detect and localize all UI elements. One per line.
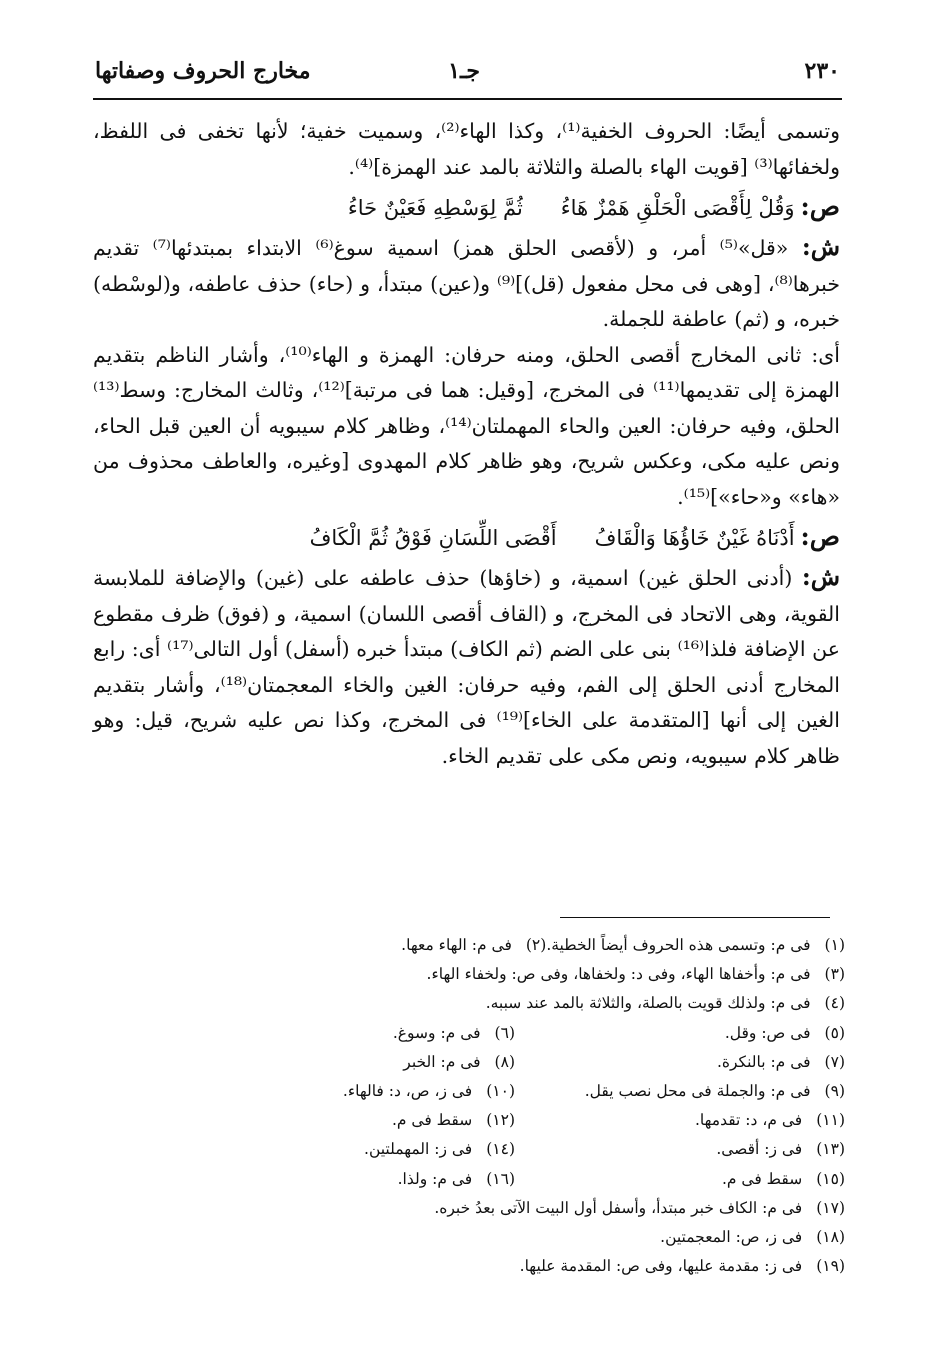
footnote-text: فى ز: المهملتين. bbox=[364, 1140, 473, 1159]
footnote-row bbox=[180, 1194, 845, 1223]
footnote-number: (١٤) bbox=[486, 1140, 515, 1159]
footnote-number: (٩) bbox=[824, 1081, 845, 1100]
footnote-text: سقط فى م. bbox=[721, 1169, 803, 1188]
footnote-number: (١٢) bbox=[486, 1111, 515, 1130]
footnote-item bbox=[515, 1077, 845, 1106]
footnote-number: (٧) bbox=[824, 1052, 845, 1071]
footnote-item bbox=[515, 1135, 845, 1164]
footnote-text: فى م، د: تقدمها. bbox=[694, 1111, 803, 1130]
paragraph-2 bbox=[93, 229, 840, 338]
verse-1 bbox=[93, 185, 840, 229]
footnote-text: فى م: بالنكرة. bbox=[716, 1052, 811, 1071]
footnote-number: (١١) bbox=[816, 1111, 845, 1130]
footnote-item bbox=[434, 1194, 845, 1223]
paragraph-4-text: (أدنى الحلق غين) اسمية، و (خاؤها) حذف عاطفه على (غين) والإضافة للملابسة القوية، وهى الاتحاد فى المخرج، و (القاف أقصى اللسان) اسمية، و (فوق) ظرف مقطوع عن الإضافة فلذا⁽¹⁶⁾ بنى على الضم (ثم الكاف) مبتدأ خبره (أسفل) أول التالى⁽¹⁷⁾ أى: رابع المخارج أدنى الحلق إلى الفم، وفيه حرفان: الغين والخاء المعجمتان⁽¹⁸⁾، وأشار بتقديم الغين إلى أنها [المتقدمة على الخاء]⁽¹⁹⁾ فى المخرج، وكذا نص عليه شريح، قيل: وهو ظاهر كلام سيبويه، ونص مكى على تقديم الخاء. bbox=[93, 566, 840, 768]
footnote-row bbox=[180, 1048, 845, 1077]
footnote-row bbox=[180, 1223, 845, 1252]
footnote-item bbox=[515, 1106, 845, 1135]
footnote-row bbox=[180, 1135, 845, 1164]
footnote-text: فى م: وأخفاها الهاء، وفى د: ولخفاها، وفى ص: ولخفاء الهاء. bbox=[426, 965, 811, 984]
footnote-item bbox=[398, 1165, 515, 1194]
footnote-item bbox=[343, 1077, 515, 1106]
header-rule bbox=[93, 98, 842, 100]
footnote-row bbox=[180, 1106, 845, 1135]
footnote-item bbox=[515, 1019, 845, 1048]
main-text bbox=[93, 114, 840, 774]
footnote-item bbox=[364, 1135, 515, 1164]
commentary-label: ش: bbox=[801, 562, 840, 591]
footnote-rule bbox=[560, 917, 830, 918]
footnote-text: فى ز، ص، د: فالهاء. bbox=[342, 1081, 473, 1100]
verse-2-hemistich-1: أَدْنَاهُ غَيْنٌ خَاؤُهَا وَالْقَافُ bbox=[594, 526, 795, 550]
paragraph-4 bbox=[93, 559, 840, 774]
commentary-label: ش: bbox=[801, 232, 840, 261]
footnote-item bbox=[392, 1106, 515, 1135]
footnote-number: (٦) bbox=[494, 1023, 515, 1042]
footnote-text: فى ز، ص: المعجمتين. bbox=[660, 1227, 803, 1246]
paragraph-2-text: «قل»⁽⁵⁾ أمر، و (لأقصى الحلق همز) اسمية سوغ⁽⁶⁾ الابتداء بمبتدئها⁽⁷⁾ تقديم خبرها⁽⁸⁾، [وهى فى محل مفعول (قل)]⁽⁹⁾ و(عين) مبتدأ، و (حاء) حذف عاطفه، و(لوسْطه) خبره، و (ثم) عاطفة للجملة. bbox=[93, 236, 840, 331]
footnote-item bbox=[401, 931, 546, 960]
footnote-number: (٨) bbox=[494, 1052, 515, 1071]
footnote-number: (٣) bbox=[824, 965, 845, 984]
footnote-number: (٤) bbox=[824, 994, 845, 1013]
footnote-number: (١٣) bbox=[816, 1140, 845, 1159]
verse-2 bbox=[93, 515, 840, 559]
footnote-text: فى ز: مقدمة عليها، وفى ص: المقدمة عليها. bbox=[519, 1257, 803, 1276]
footnote-row bbox=[180, 1165, 845, 1194]
page-number: ٢٣٠ bbox=[804, 58, 840, 84]
footnote-row bbox=[180, 931, 845, 960]
verse-marker: ص: bbox=[800, 192, 840, 221]
footnote-number: (١٨) bbox=[816, 1227, 845, 1246]
paragraph-1: وتسمى أيضًا: الحروف الخفية⁽¹⁾، وكذا الهاء⁽²⁾، وسميت خفية؛ لأنها تخفى فى اللفظ، ولخفائها⁽³⁾ [قويت الهاء بالصلة والثلاثة بالمد عند الهمزة]⁽⁴⁾. bbox=[93, 119, 840, 179]
footnote-text: فى م: وسوغ. bbox=[392, 1023, 481, 1042]
footnote-number: (١) bbox=[824, 936, 845, 954]
page-header bbox=[95, 58, 840, 94]
footnote-item bbox=[486, 989, 845, 1018]
footnote-number: (١٩) bbox=[816, 1257, 845, 1276]
footnote-item bbox=[546, 931, 845, 960]
footnote-item bbox=[393, 1019, 515, 1048]
footnote-row bbox=[180, 1252, 845, 1281]
paragraph-3: أى: ثانى المخارج أقصى الحلق، ومنه حرفان: الهمزة و الهاء⁽¹⁰⁾، وأشار الناظم بتقديم الهمزة إلى تقديمها⁽¹¹⁾ فى المخرج، [وقيل: هما فى مرتبة]⁽¹²⁾، وثالث المخارج: وسط⁽¹³⁾ الحلق، وفيه حرفان: العين والحاء المهملتان⁽¹⁴⁾، وظاهر كلام سيبويه أن العين قبل الحاء، ونص عليه مكى، وعكس شريح، وهو ظاهر كلام المهدوى [وغيره، والعاطف محذوف من «هاء» و«حاء»]⁽¹⁵⁾. bbox=[93, 342, 840, 509]
footnote-text: فى م: الهاء معها. bbox=[401, 936, 512, 954]
footnote-item bbox=[515, 1048, 845, 1077]
footnote-text: فى ص: وقل. bbox=[724, 1023, 811, 1042]
footnote-row bbox=[180, 989, 845, 1018]
footnote-row bbox=[180, 1019, 845, 1048]
footnote-text: فى م: الكاف خبر مبتدأ، وأسفل أول البيت الآتى بعدُ خبره. bbox=[434, 1198, 803, 1217]
verse-1-hemistich-1: وَقُلْ لِأَقْصَى الْحَلْقِ هَمْزٌ هَاءُ bbox=[560, 196, 795, 220]
footnote-text: فى ز: أقصى. bbox=[716, 1140, 803, 1159]
footnote-text: فى م: ولذلك قويت بالصلة، والثلاثة بالمد عند سببه. bbox=[485, 994, 811, 1013]
footnote-number: (١٠) bbox=[486, 1081, 515, 1100]
footnote-row bbox=[180, 1077, 845, 1106]
verse-1-hemistich-2: ثُمَّ لِوَسْطِهِ فَعَيْنٌ حَاءُ bbox=[347, 196, 523, 220]
footnote-number: (١٧) bbox=[816, 1198, 845, 1217]
footnote-text: سقط فى م. bbox=[391, 1111, 473, 1130]
footnote-item bbox=[403, 1048, 515, 1077]
footnotes bbox=[180, 931, 845, 1281]
footnote-text: فى م: والجملة فى محل نصب يقل. bbox=[584, 1081, 811, 1100]
footnote-item bbox=[520, 1252, 845, 1281]
footnote-item bbox=[660, 1223, 845, 1252]
footnote-number: (١٥) bbox=[816, 1169, 845, 1188]
footnote-text: فى م: وتسمى هذه الحروف أيضاً الخطية. bbox=[546, 936, 811, 954]
footnote-number: (٥) bbox=[824, 1023, 845, 1042]
footnote-item bbox=[515, 1165, 845, 1194]
footnote-row bbox=[180, 960, 845, 989]
footnote-item bbox=[427, 960, 845, 989]
footnote-number: (١٦) bbox=[486, 1169, 515, 1188]
footnote-text: فى م: الخبر bbox=[403, 1052, 481, 1071]
verse-2-hemistich-2: أَقْصَى اللِّسَانِ فَوْقُ ثُمَّ الْكَافُ bbox=[309, 526, 557, 550]
footnote-text: فى م: ولذا. bbox=[397, 1169, 473, 1188]
verse-marker: ص: bbox=[800, 522, 840, 551]
running-title: مخارج الحروف وصفاتها bbox=[95, 58, 311, 84]
footnote-number: (٢) bbox=[525, 936, 547, 954]
volume-label: جـ١ bbox=[448, 58, 480, 84]
